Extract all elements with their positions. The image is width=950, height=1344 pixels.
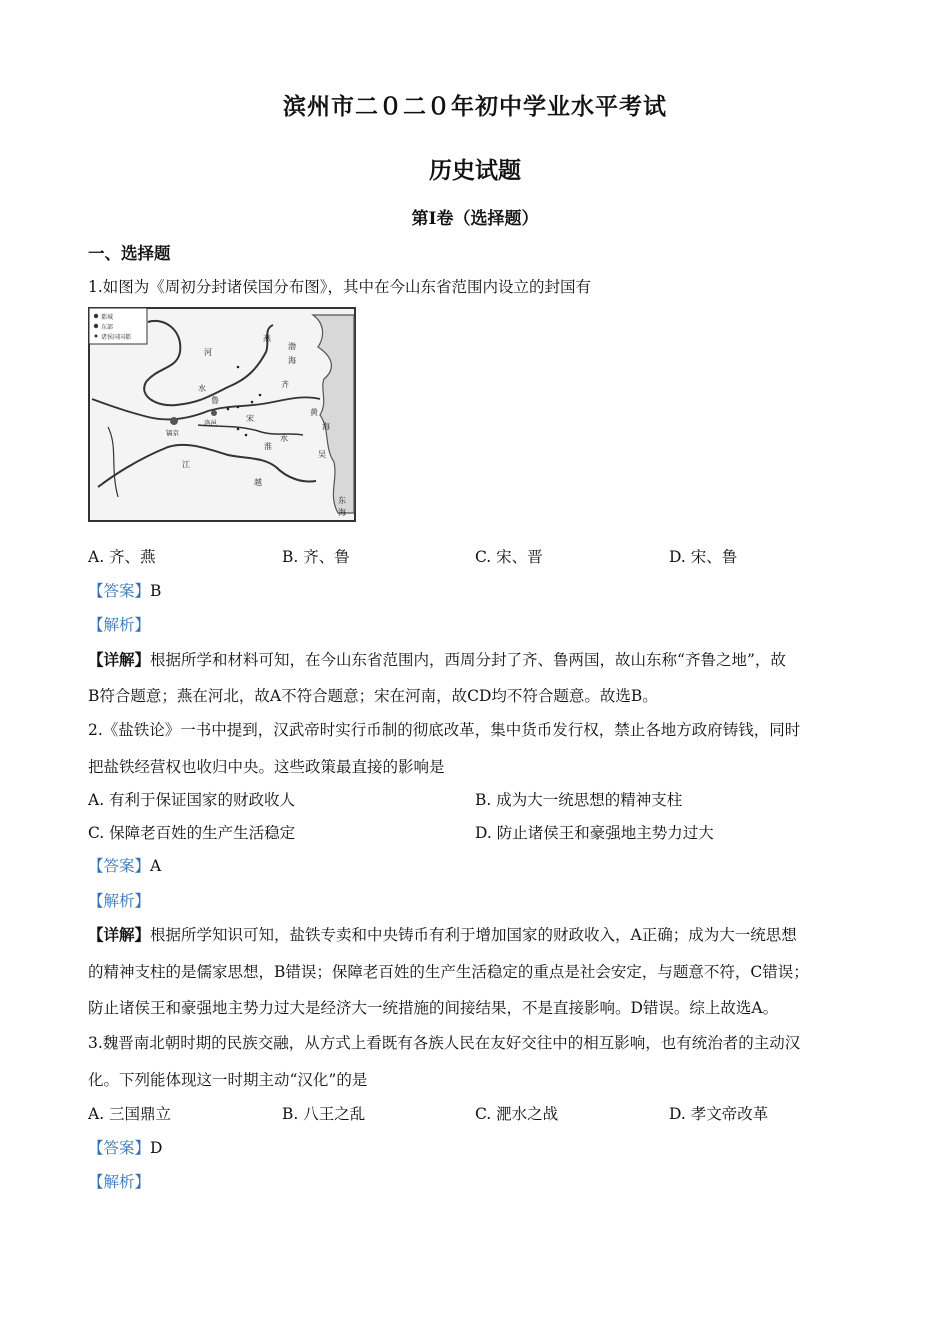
svg-text:镐京: 镐京 [166,429,179,437]
q1-option-d[interactable]: D. 宋、鲁 [669,548,738,566]
svg-text:洛邑: 洛邑 [204,419,217,427]
q2-option-d[interactable]: D. 防止诸侯王和豪强地主势力过大 [475,824,714,842]
q2-option-b[interactable]: B. 成为大一统思想的精神支柱 [475,791,683,809]
answer-value: D [150,1139,163,1157]
svg-text:江: 江 [182,460,190,469]
svg-text:水: 水 [198,384,206,393]
exam-title: 滨州市二０二０年初中学业水平考试 [283,93,667,120]
zhou-fiefdom-map [88,307,356,522]
svg-text:吴: 吴 [318,450,326,459]
q2-option-a[interactable]: A. 有利于保证国家的财政收人 [88,791,296,809]
section-heading: 一、选择题 [88,244,171,263]
volume-title: 第Ⅰ卷（选择题） [411,209,539,229]
q2-stem-line-1: 2.《盐铁论》一书中提到，汉武帝时实行币制的彻底改革，集中货币发行权，禁止各地方政府铸钱，同时 [88,721,801,739]
q1-stem: 1.如图为《周初分封诸侯国分布图》，其中在今山东省范围内设立的封国有 [88,278,592,296]
answer-value: B [150,582,162,600]
q3-option-a[interactable]: A. 三国鼎立 [88,1105,172,1123]
svg-text:燕: 燕 [263,334,271,343]
q3-stem-line-1: 3.魏晋南北朝时期的民族交融，从方式上看既有各族人民在友好交往中的相互影响，也有统治者的主动汉 [88,1034,801,1052]
svg-text:河: 河 [204,348,212,357]
q3-answer [88,1136,162,1158]
luoyi-marker [211,410,217,416]
legend-dot-3 [95,335,98,338]
q3-option-c[interactable]: C. 淝水之战 [475,1105,559,1123]
q1-option-b[interactable]: B. 齐、鲁 [282,548,350,566]
q3-stem-line-2: 化。下列能体现这一时期主动“汉化”的是 [88,1071,368,1089]
q1-detail-line-2: B符合题意；燕在河北，故A不符合题意；宋在河南，故CD均不符合题意。故选B。 [88,687,658,705]
detail-label: 【详解】 [88,650,151,669]
answer-label: 【答案】 [88,1139,151,1157]
q2-detail-line-1: 【详解】根据所学知识可知，盐铁专卖和中央铸币有利于增加国家的财政收入，A正确；成为大一统思想 [88,925,797,944]
q1-detail-line-1: 【详解】根据所学和材料可知，在今山东省范围内，西周分封了齐、鲁两国，故山东称“齐鲁之地”，故 [88,650,786,669]
q3-analysis-label: 【解析】 [88,1173,151,1191]
q2-analysis-label: 【解析】 [88,892,151,910]
q2-detail-line-2: 的精神支柱的是儒家思想，B错误；保障老百姓的生产生活稳定的重点是社会安定，与题意不符，C错误； [88,963,809,981]
q2-answer [88,854,161,876]
q1-option-a[interactable]: A. 齐、燕 [88,548,156,566]
svg-text:海: 海 [338,508,346,517]
legend-dot-1 [94,314,98,318]
svg-text:齐: 齐 [281,380,289,389]
q1-option-c[interactable]: C. 宋、晋 [475,548,543,566]
q2-stem-line-2: 把盐铁经营权也收归中央。这些政策最直接的影响是 [88,758,445,776]
haojing-marker [170,417,178,425]
svg-text:海: 海 [322,422,330,431]
answer-label: 【答案】 [88,857,151,875]
svg-text:淮: 淮 [264,442,272,451]
legend-label-2: 东部 [101,324,114,331]
svg-text:东: 东 [338,496,346,505]
q2-option-c[interactable]: C. 保障老百姓的生产生活稳定 [88,824,296,842]
svg-text:越: 越 [254,478,262,487]
svg-text:黄: 黄 [310,408,318,417]
svg-text:宋: 宋 [246,414,254,423]
svg-text:鲁: 鲁 [211,396,219,405]
answer-value: A [150,857,162,875]
svg-text:水: 水 [280,434,288,443]
q1-answer [88,579,161,601]
q2-detail-line-3: 防止诸侯王和豪强地主势力过大是经济大一统措施的间接结果，不是直接影响。D错误。综上故选A。 [88,999,779,1017]
q1-analysis-label: 【解析】 [88,616,151,634]
svg-text:渤: 渤 [288,342,296,351]
subject-title: 历史试题 [429,157,521,184]
legend-label-1: 都城 [101,314,114,321]
legend-label-3: 诸侯国国都 [101,334,132,341]
q3-option-d[interactable]: D. 孝文帝改革 [669,1105,769,1123]
detail-label: 【详解】 [88,925,151,944]
svg-text:海: 海 [288,356,296,365]
answer-label: 【答案】 [88,582,151,600]
legend-dot-2 [94,324,98,328]
q3-option-b[interactable]: B. 八王之乱 [282,1105,366,1123]
